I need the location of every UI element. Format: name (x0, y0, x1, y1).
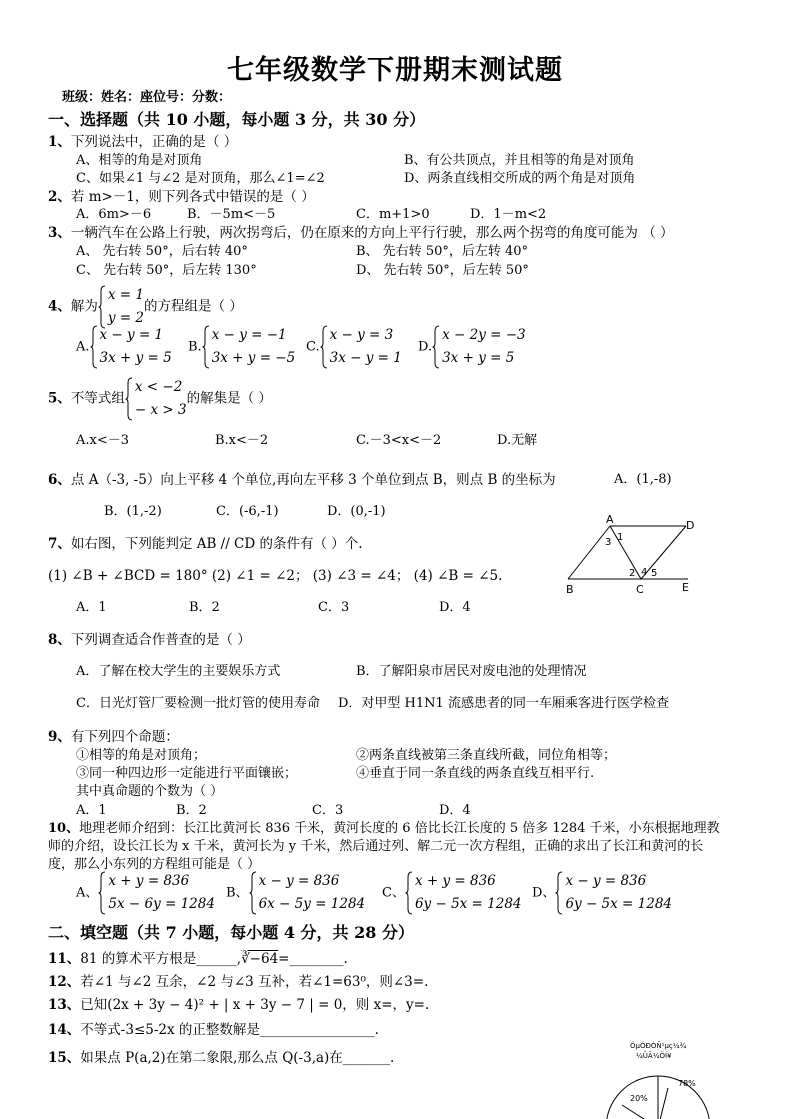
q10-line1: 10、地理老师介绍到：长江比黄河长 836 千米，黄河长度的 6 倍比长江长度的 5 倍多 1284 千米，小东根据地理教 (48, 821, 720, 836)
label-c: C (636, 583, 644, 596)
section-choice-heading: 一、选择题（共 10 小题，每小题 3 分，共 30 分） (48, 110, 426, 129)
q4-option-a: A. x − y = 1 3x + y = 5 (76, 324, 172, 370)
q4-given-system: x = 1 y = 2 (98, 284, 144, 330)
angle-label-2: 2 (629, 568, 636, 579)
brace-icon (555, 871, 563, 915)
q1-stem: 1、下列说法中，正确的是（ ） (48, 134, 238, 150)
q6-option-d: D．(0,-1) (327, 504, 386, 519)
q9-option-c: C．3 (312, 803, 344, 818)
q14-text: 14、不等式-3≤5-2x 的正整数解是_________________. (48, 1022, 379, 1038)
q5-stem: 5、不等式组 x < −2 − x > 3 的解集是（ ） (48, 376, 272, 422)
q3-option-d: D、 先右转 50°，后左转 50° (356, 263, 529, 278)
q7-option-c: C．3 (318, 600, 350, 615)
q9-stem: 9、有下列四个命题： (48, 729, 179, 745)
q3-stem: 3、一辆汽车在公路上行驶，两次拐弯后，仍在原来的方向上平行行驶，那么两个拐弯的角度可能为 （ ） (48, 225, 674, 241)
brace-icon (202, 325, 210, 369)
q7-parallelogram-figure (560, 514, 710, 598)
q9-proposition-4: ④垂直于同一条直线的两条直线互相平行. (356, 766, 595, 781)
pie-label-1: ÖµÓÐÒÑ¹µç¼¾ (630, 1042, 687, 1050)
q4-option-c: C. x − y = 3 3x − y = 1 (306, 324, 402, 370)
q12-text: 12、若∠1 与∠2 互余，∠2 与∠3 互补，若∠1=63⁰，则∠3=. (48, 974, 429, 990)
brace-icon (320, 325, 328, 369)
q3-option-a: A、 先右转 50°，后右转 40° (76, 244, 248, 259)
q1-option-c: C、如果∠1 与∠2 是对顶角，那么∠1=∠2 (76, 171, 325, 186)
section-fill-heading: 二、填空题（共 7 小题，每小题 4 分，共 28 分） (48, 923, 414, 942)
brace-icon (249, 871, 257, 915)
label-a: A (606, 514, 614, 526)
q5-system: x < −2 − x > 3 (125, 376, 187, 422)
brace-icon (405, 871, 413, 915)
q4-option-d: D. x − 2y = −3 3x + y = 5 (418, 324, 526, 370)
q9-option-b: B．2 (176, 803, 207, 818)
q8-option-a: A．了解在校大学生的主要娱乐方式 (76, 664, 281, 679)
pie-chart-fragment (600, 1028, 720, 1119)
q3-option-b: B、 先右转 50°，后左转 40° (356, 244, 529, 259)
q8-stem: 8、下列调查适合作普查的是（ ） (48, 632, 251, 648)
q9-option-a: A．1 (76, 803, 107, 818)
q5-option-b: B.x<－2 (215, 433, 269, 448)
q3-option-c: C、 先右转 50°，后左转 130° (76, 263, 257, 278)
q7-stem: 7、如右图，下列能判定 AB // CD 的条件有（ ）个. (48, 536, 363, 552)
q2-option-a: A．6m>－6 (76, 207, 152, 222)
q1-option-a: A、相等的角是对顶角 (76, 153, 203, 168)
brace-icon (98, 285, 106, 329)
q15-text: 15、如果点 P(a,2)在第二象限,那么点 Q(-3,a)在_______. (48, 1050, 395, 1066)
q5-option-c: C.－3<x<－2 (356, 433, 442, 448)
q6-option-a: A．(1,-8) (614, 472, 672, 487)
q10-option-c: C、 x + y = 836 6y − 5x = 1284 (382, 870, 522, 916)
line-cd (641, 526, 686, 579)
q9-proposition-3: ③同一种四边形一定能进行平面镶嵌； (76, 766, 298, 781)
q10-option-b: B、 x − y = 836 6x − 5y = 1284 (226, 870, 365, 916)
q2-option-d: D．1－m<2 (470, 207, 547, 222)
q8-option-c: C．日光灯管厂要检测一批灯管的使用寿命 (76, 696, 320, 711)
q9-proposition-2: ②两条直线被第三条直线所截，同位角相等； (356, 748, 617, 763)
q9-option-d: D．4 (439, 803, 471, 818)
angle-label-4: 4 (641, 567, 648, 578)
q6-option-c: C．(-6,-1) (216, 504, 279, 519)
page-title: 七年级数学下册期末测试题 (227, 55, 563, 86)
pie-label-2: ¼ÛÃ¼ÖÍ¥ (636, 1052, 672, 1060)
q6-option-b: B．(1,-2) (104, 504, 162, 519)
q8-option-b: B．了解阳泉市居民对废电池的处理情况 (356, 664, 587, 679)
q1-option-d: D、两条直线相交所成的两个角是对顶角 (404, 171, 636, 186)
q10-option-d: D、 x − y = 836 6y − 5x = 1284 (532, 870, 672, 916)
q4-option-b: B. x − y = −1 3x + y = −5 (188, 324, 295, 370)
q2-option-b: B．－5m<－5 (187, 207, 276, 222)
line-ab (568, 526, 610, 579)
q13-text: 13、已知(2x + 3y − 4)² + | x + 3y − 7 | = 0，则 x=，y=. (48, 997, 430, 1013)
q8-option-d: D．对甲型 H1N1 流感患者的同一车厢乘客进行医学检查 (338, 696, 669, 711)
q9-proposition-1: ①相等的角是对顶角； (76, 748, 207, 763)
brace-icon (98, 871, 106, 915)
label-e: E (682, 581, 689, 594)
q5-option-d: D.无解 (497, 433, 538, 448)
q7-conditions: (1) ∠B + ∠BCD = 180° (2) ∠1 = ∠2； (3) ∠3 = ∠4； (4) ∠B = ∠5. (48, 568, 503, 584)
brace-icon (90, 325, 98, 369)
angle-label-3: 3 (605, 537, 612, 548)
q4-stem: 4、解为 x = 1 y = 2 的方程组是（ ） (48, 284, 243, 330)
q6-stem: 6、点 A（-3, -5）向上平移 4 个单位,再向左平移 3 个单位到点 B，则点 B 的坐标为 (48, 472, 556, 488)
q7-option-a: A．1 (76, 600, 107, 615)
q10-line3: 度，那么小东列的方程组可能是（ ） (48, 857, 261, 872)
q5-option-a: A.x<－3 (76, 433, 130, 448)
q2-option-c: C．m+1>0 (356, 207, 430, 222)
q9-ask: 其中真命题的个数为（ ） (76, 784, 224, 799)
q7-option-d: D．4 (439, 600, 471, 615)
q2-stem: 2、若 m>－1，则下列各式中错误的是（ ） (48, 189, 315, 205)
q7-option-b: B．2 (189, 600, 220, 615)
brace-icon (125, 377, 133, 421)
q10-option-a: A、 x + y = 836 5x − 6y = 1284 (76, 870, 215, 916)
label-b: B (566, 583, 574, 596)
line-ac (610, 526, 641, 579)
pie-percent-20: 20% (630, 1094, 648, 1103)
q1-option-b: B、有公共顶点，并且相等的角是对顶角 (404, 153, 635, 168)
label-d: D (686, 519, 695, 532)
student-info-line: 班级：姓名：座位号：分数： (62, 90, 232, 105)
pie-percent-78: 78% (678, 1079, 696, 1088)
brace-icon (432, 325, 440, 369)
q10-line2: 师的介绍，设长江长为 x 千米，黄河长为 y 千米，然后通过列、解二元一次方程组，正确的求出了长江和黄河的长 (48, 839, 704, 854)
angle-label-5: 5 (651, 568, 658, 579)
q11-text: 11、81 的算术平方根是______,∛−64=________. (48, 951, 348, 967)
angle-label-1: 1 (617, 532, 624, 543)
